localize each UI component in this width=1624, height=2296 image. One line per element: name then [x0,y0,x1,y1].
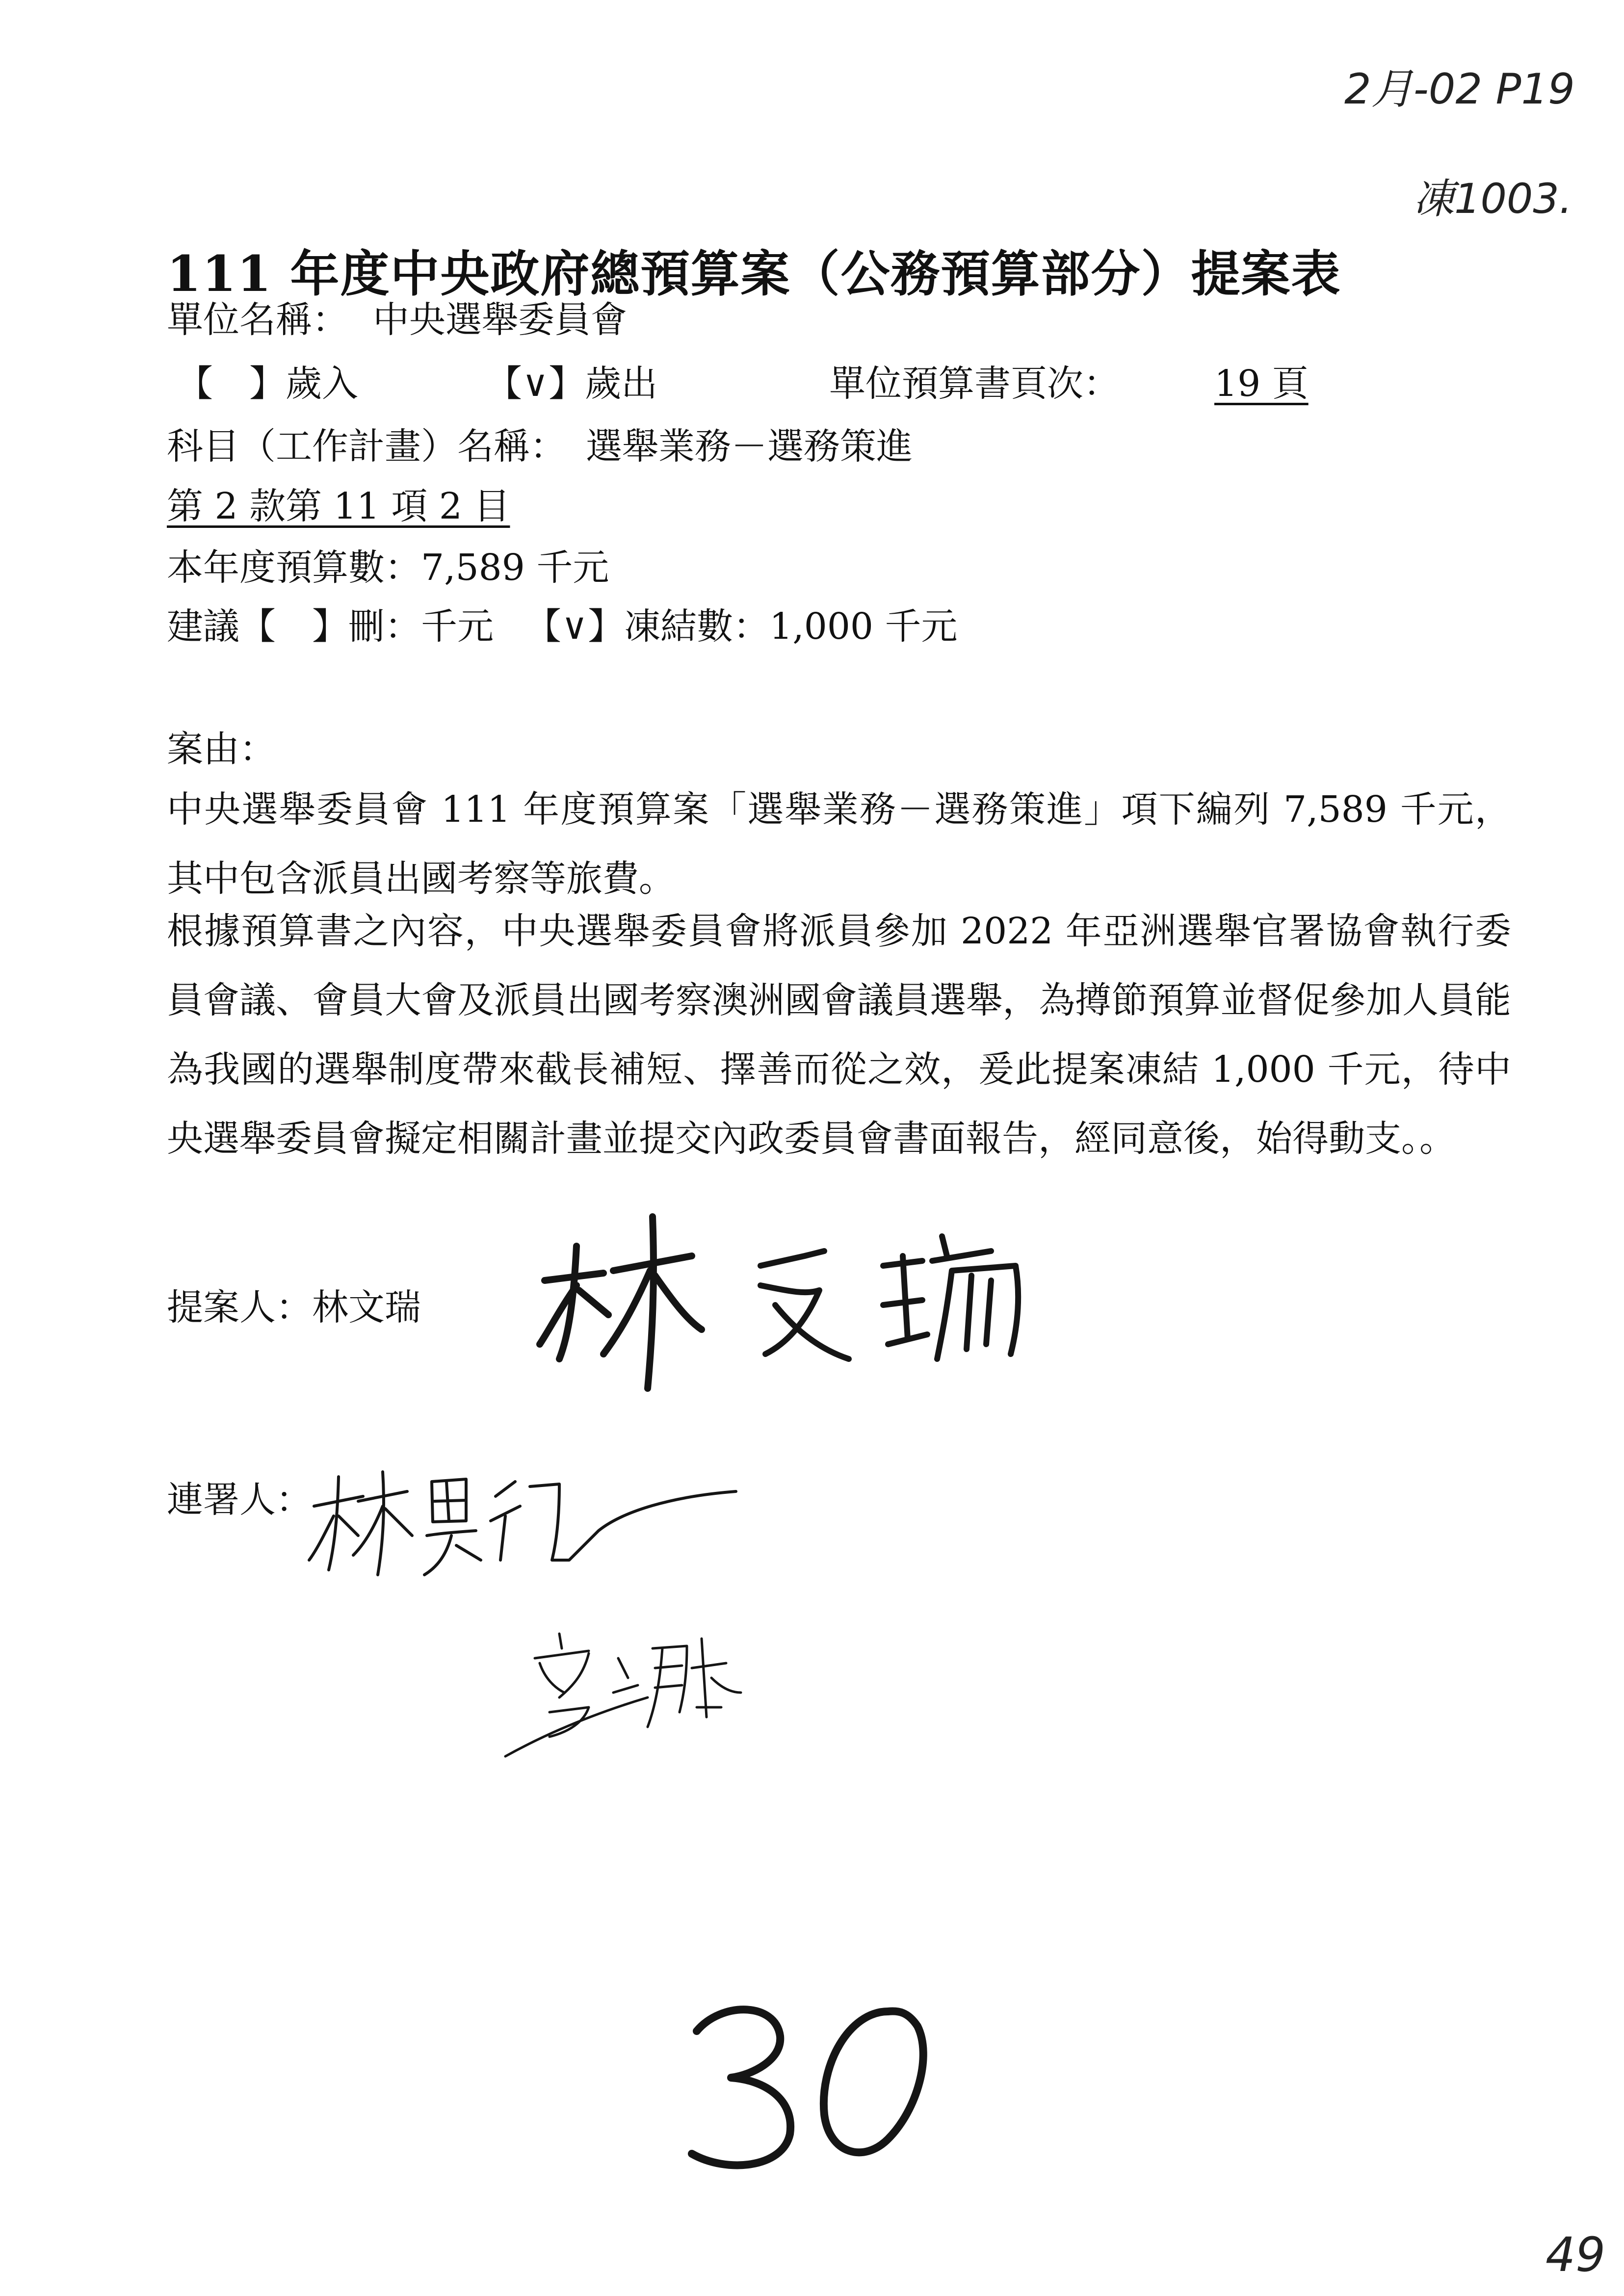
budget-page-label: 單位預算書頁次： [829,363,1120,405]
subject-label: 科目（工作計畫）名稱： [167,425,566,468]
handwritten-number-30-text [716,2051,723,2056]
handwritten-number-30 [677,1992,952,2178]
reason-label: 案由： [167,728,276,770]
subject-row [167,425,913,468]
handwritten-freeze-note: 凍1003. [1413,175,1572,223]
cosigner-signature-2 [491,1619,746,1766]
suggestion-cut: 建議【 】刪：千元 [167,605,494,648]
cosigner-signature-1 [304,1462,746,1590]
proposer-name: 林文瑞 [312,1286,421,1329]
proposer-label-row [167,1286,421,1329]
budget-type-revenue: 【 】歲入 [177,363,358,405]
budget-type-expenditure: 【∨】歲出 [486,363,658,405]
cosigners-label: 連署人： [167,1479,312,1521]
suggestion-freeze: 【∨】凍結數：1,000 千元 [525,605,958,648]
unit-name-value: 中央選舉委員會 [373,299,627,341]
budget-amount: 本年度預算數：7,589 千元 [167,547,609,589]
unit-name-label: 單位名稱： [167,299,348,341]
unit-name-row [167,299,627,341]
handwritten-page-ref: 2月-02 P19 [1344,65,1575,114]
proposer-signature [530,1197,1050,1403]
reason-paragraph-2: 根據預算書之內容，中央選舉委員會將派員參加 2022 年亞洲選舉官署協會執行委員會議、會員大會及派員出國考察澳洲國會議員選舉，為撙節預算並督促參加人員能為我國的選舉制度帶來截長補短、擇善而從之效，爰此提案凍結 1,000 千元，待中央選舉委員會擬定相關計畫並提交內政委員會書面報告，經同意後，始得動支。。 [167,910,1511,1160]
item-reference: 第 2 款第 11 項 2 目 [167,485,510,527]
page-title: 111 年度中央政府總預算案（公務預算部分）提案表 [167,245,1341,303]
subject-value: 選舉業務－選務策進 [586,425,913,468]
reason-paragraph-1: 中央選舉委員會 111 年度預算案「選舉業務－選務策進」項下編列 7,589 千元，其中包含派員出國考察等旅費。 [167,788,1511,900]
proposer-label: 提案人： [167,1286,312,1329]
handwritten-corner-number: 49 [1545,2227,1606,2282]
budget-page-value: 19 頁 [1214,363,1309,405]
